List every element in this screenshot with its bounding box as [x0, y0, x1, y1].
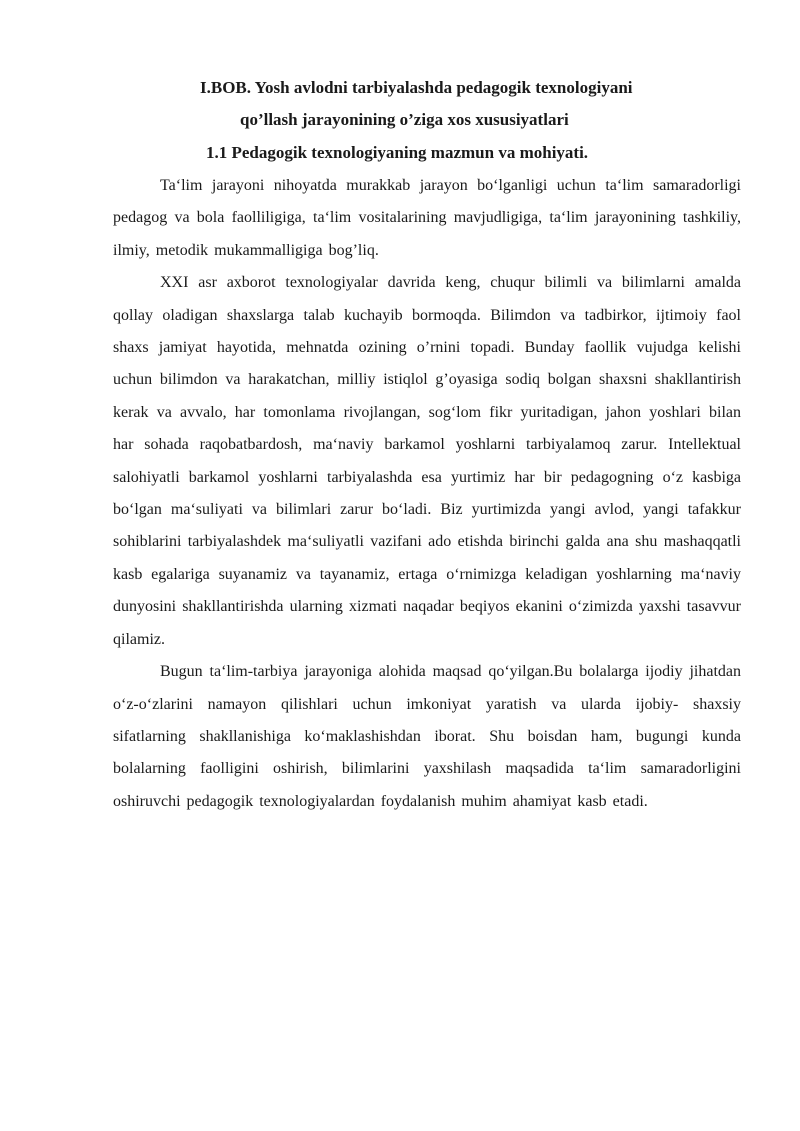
- chapter-title-line-2: qo’llash jarayonining o’ziga xos xususiyatlari: [240, 110, 569, 129]
- body-text: [113, 170, 741, 818]
- chapter-title-line-1: I.BOB. Yosh avlodni tarbiyalashda pedagogik texnologiyani: [200, 78, 633, 97]
- paragraph: Ta‘lim jarayoni nihoyatda murakkab jarayon bo‘lganligi uchun ta‘lim samaradorligi pedagog va bola faolliligiga, ta‘lim vositalarining mavjudligiga, ta‘lim jarayonining tashkiliy, ilmiy, metodik mukammalligiga bog’liq.: [113, 177, 741, 259]
- paragraph: XXI asr axborot texnologiyalar davrida keng, chuqur bilimli va bilimlarni amalda qollay oladigan shaxslarga talab kuchayib bormoqda. Bilimdon va tadbirkor, ijtimoiy faol shaxs jamiyat hayotida, mehnatda ozining o’rnini topadi. Bunday faollik vujudga kelishi uchun bilimdon va harakatchan, milliy istiqlol g’oyasiga sodiq bolgan shaxsni shakllantirish kerak va avvalo, har tomonlama rivojlangan, sog‘lom fikr yuritadigan, jahon yoshlari bilan har sohada raqobatbardosh, ma‘naviy barkamol yoshlarni tarbiyalamoq zarur. Intellektual salohiyatli barkamol yoshlarni tarbiyalashda esa yurtimiz har bir pedagogning o‘z kasbiga bo‘lgan ma‘suliyati va bilimlari zarur bo‘ladi. Biz yurtimizda yangi avlod, yangi tafakkur sohiblarini tarbiyalashdek ma‘suliyatli vazifani ado etishda birinchi galda ana shu mashaqqatli kasb egalariga suyanamiz va tayanamiz, ertaga o‘rnimizga keladigan yoshlarning ma‘naviy dunyosini shakllantirishda ularning xizmati naqadar beqiyos ekanini o‘zimizda yaxshi tasavvur qilamiz.: [113, 274, 741, 648]
- section-heading: 1.1 Pedagogik texnologiyaning mazmun va mohiyati.: [206, 143, 589, 162]
- paragraph: Bugun ta‘lim-tarbiya jarayoniga alohida maqsad qo‘yilgan.Bu bolalarga ijodiy jihatdan o‘z-o‘zlarini namayon qilishlari uchun imkoniyat yaratish va ularda ijobiy- shaxsiy sifatlarning shakllanishiga ko‘maklashishdan iborat. Shu boisdan ham, bugungi kunda bolalarning faolligini oshirish, bilimlarini yaxshilash maqsadida ta‘lim samaradorligini oshiruvchi pedagogik texnologiyalardan foydalanish muhim ahamiyat kasb etadi.: [113, 663, 741, 810]
